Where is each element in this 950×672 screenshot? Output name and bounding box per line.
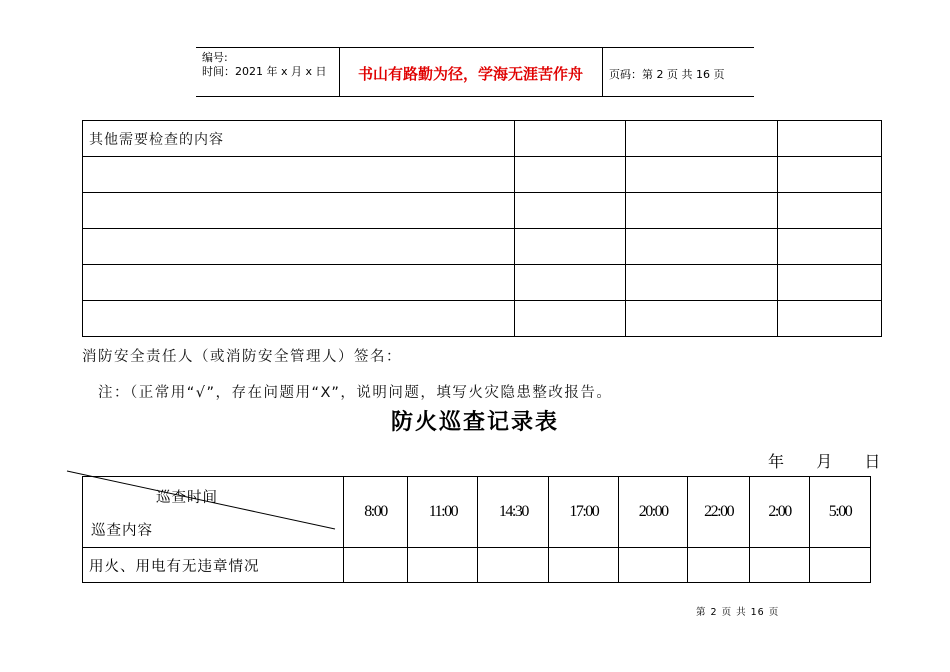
number-label: 编号: [202, 51, 228, 64]
table-cell[interactable] [778, 157, 882, 193]
table-cell[interactable] [408, 548, 478, 583]
table-cell[interactable] [83, 229, 515, 265]
table-cell[interactable] [515, 157, 626, 193]
note-line: 注：（正常用“√”，存在问题用“X”，说明问题，填写火灾隐患整改报告。 [98, 385, 613, 401]
date-day: 日 [864, 452, 881, 471]
table-cell[interactable] [515, 301, 626, 337]
table-cell[interactable] [83, 265, 515, 301]
table-row [83, 193, 882, 229]
table-cell[interactable] [83, 157, 515, 193]
date-month: 月 [816, 452, 833, 471]
table-cell[interactable] [626, 301, 778, 337]
table-cell[interactable] [626, 157, 778, 193]
table-row [83, 301, 882, 337]
table-cell[interactable] [626, 265, 778, 301]
table-header-row [83, 477, 871, 548]
table-cell[interactable] [83, 301, 515, 337]
time-header: 2:00 [750, 477, 810, 548]
date-year: 年 [768, 452, 785, 471]
row-label: 用火、用电有无违章情况 [83, 548, 344, 583]
time-header: 14:30 [478, 477, 549, 548]
table-cell[interactable] [778, 301, 882, 337]
time-label: 时间：2021 年 x 月 x 日 [202, 65, 327, 78]
signature-line: 消防安全责任人（或消防安全管理人）签名： [82, 349, 402, 365]
time-header: 5:00 [810, 477, 871, 548]
table-cell[interactable] [515, 265, 626, 301]
diagonal-header-cell [83, 477, 344, 548]
patrol-table [82, 476, 871, 583]
table-cell[interactable] [83, 193, 515, 229]
table-cell[interactable] [810, 548, 871, 583]
time-header: 8:00 [343, 477, 408, 548]
table-row [83, 548, 871, 583]
table-cell[interactable] [778, 121, 882, 157]
page-footer: 第 2 页 共 16 页 [696, 607, 780, 618]
page-title: 防火巡查记录表 [390, 409, 559, 435]
table-cell[interactable] [626, 229, 778, 265]
table-row [83, 121, 882, 157]
table-cell[interactable] [626, 121, 778, 157]
header-top-label: 巡查时间 [156, 490, 218, 506]
time-header: 11:00 [408, 477, 478, 548]
table-row [83, 265, 882, 301]
table-cell[interactable] [626, 193, 778, 229]
time-header: 20:00 [619, 477, 688, 548]
table-cell[interactable] [688, 548, 750, 583]
date-line [768, 449, 880, 472]
time-header: 22:00 [688, 477, 750, 548]
header-bottom-label: 巡查内容 [91, 523, 153, 539]
table-cell[interactable] [619, 548, 688, 583]
header-divider [602, 48, 603, 96]
table-cell[interactable] [515, 121, 626, 157]
table-row [83, 229, 882, 265]
table-cell[interactable] [778, 229, 882, 265]
page-header [196, 47, 754, 97]
table-cell[interactable] [750, 548, 810, 583]
table-cell[interactable] [515, 229, 626, 265]
header-meta [202, 51, 327, 79]
table-cell[interactable] [549, 548, 619, 583]
time-header: 17:00 [549, 477, 619, 548]
check-table [82, 120, 882, 337]
table-cell[interactable] [515, 193, 626, 229]
table-row [83, 157, 882, 193]
header-page-info: 页码：第 2 页 共 16 页 [609, 68, 725, 81]
table-cell[interactable] [778, 193, 882, 229]
header-motto: 书山有路勤为径，学海无涯苦作舟 [357, 65, 583, 83]
table-cell[interactable] [478, 548, 549, 583]
table-cell[interactable] [778, 265, 882, 301]
table-cell-label: 其他需要检查的内容 [83, 121, 515, 157]
table-cell[interactable] [343, 548, 408, 583]
